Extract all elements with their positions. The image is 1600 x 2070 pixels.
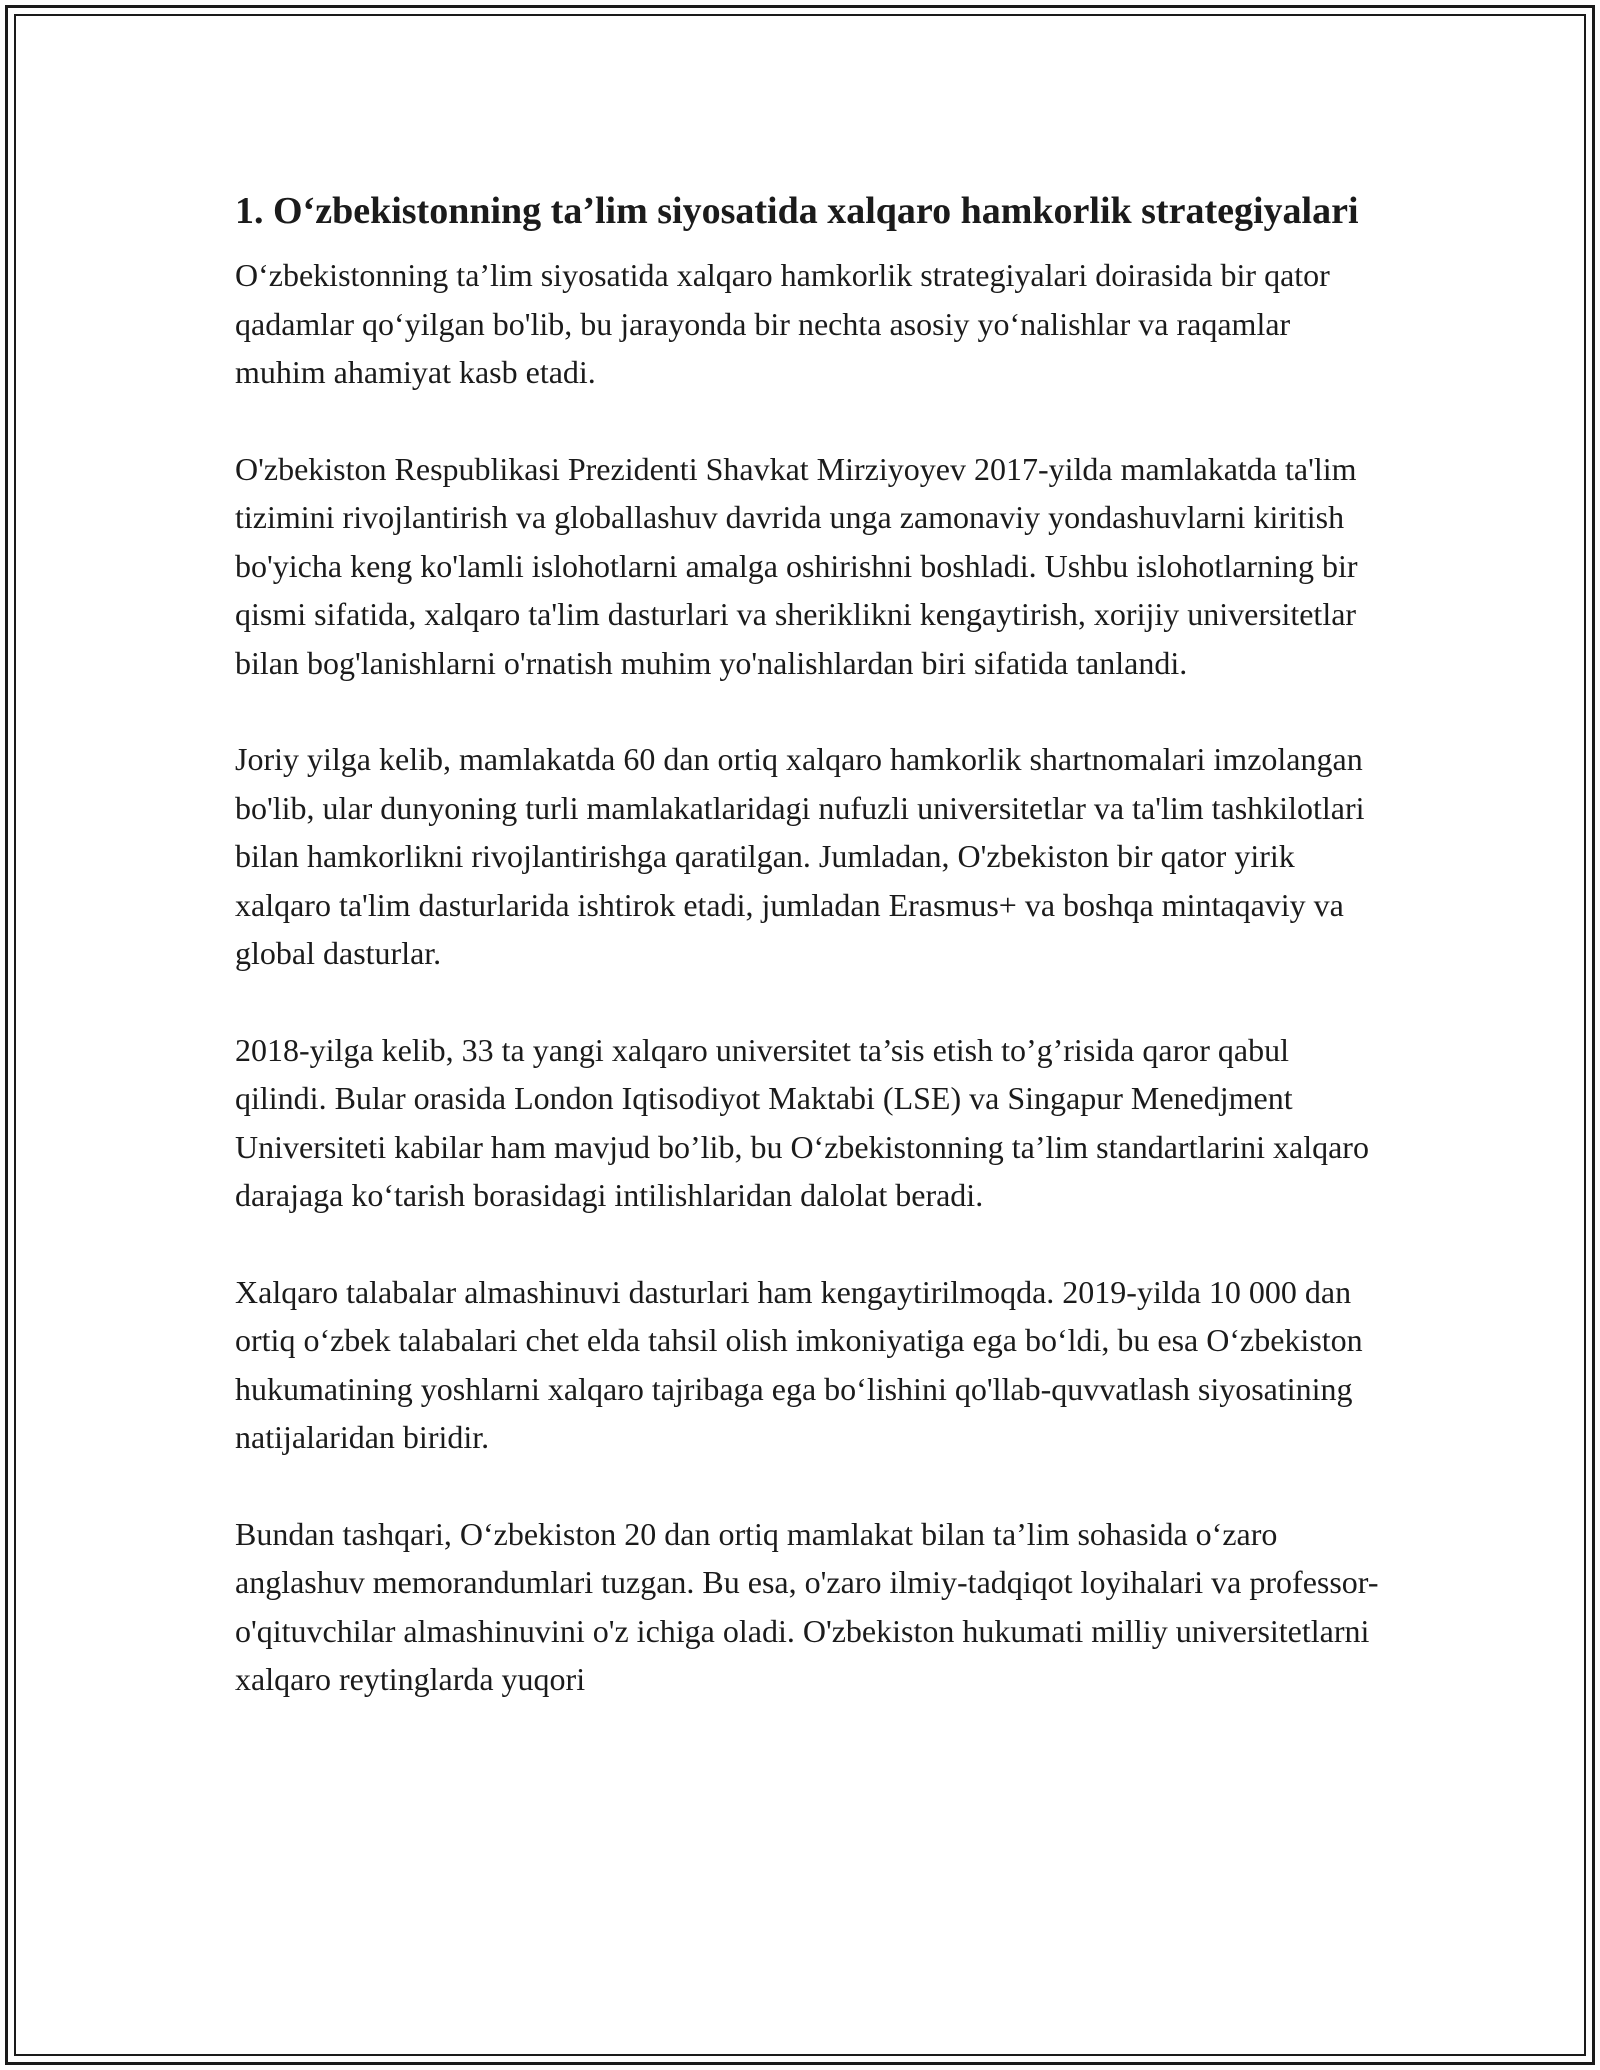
paragraph: O‘zbekistonning ta’lim siyosatida xalqaro hamkorlik strategiyalari doirasida bir qator qadamlar qo‘yilgan bo'lib, bu jarayonda bir nechta asosiy yo‘nalishlar va raqamlar muhim ahamiyat kasb etadi.	[235, 257, 1330, 390]
section-heading: 1. O‘zbekistonning ta’lim siyosatida xalqaro hamkorlik strategiyalari	[235, 190, 1359, 232]
paragraph: Xalqaro talabalar almashinuvi dasturlari ham kengaytirilmoqda. 2019-yilda 10 000 dan ortiq o‘zbek talabalari chet elda tahsil olish imkoniyatiga ega bo‘ldi, bu esa O‘zbekiston hukumatining yoshlarni xalqaro tajribaga ega bo‘lishini qo'llab-quvvatlash siyosatining natijalaridan biridir.	[235, 1273, 1363, 1455]
paragraph: Joriy yilga kelib, mamlakatda 60 dan ortiq xalqaro hamkorlik shartnomalari imzolangan bo'lib, ular dunyoning turli mamlakatlaridagi nufuzli universitetlar va ta'lim tashkilotlari bilan hamkorlikni rivojlantirishga qaratilgan. Jumladan, O'zbekiston bir qator yirik xalqaro ta'lim dasturlarida ishtirok etadi, jumladan Erasmus+ va boshqa mintaqaviy va global dasturlar.	[235, 741, 1365, 971]
document-page	[235, 185, 1385, 1704]
paragraph: O'zbekiston Respublikasi Prezidenti Shavkat Mirziyoyev 2017-yilda mamlakatda ta'lim tizimini rivojlantirish va globallashuv davrida unga zamonaviy yondashuvlarni kiritish bo'yicha keng ko'lamli islohotlarni amalga oshirishni boshladi. Ushbu islohotlarning bir qismi sifatida, xalqaro ta'lim dasturlari va sheriklikni kengaytirish, xorijiy universitetlar bilan bog'lanishlarni o'rnatish muhim yo'nalishlardan biri sifatida tanlandi.	[235, 450, 1358, 681]
paragraph: 2018-yilga kelib, 33 ta yangi xalqaro universitet ta’sis etish to’g’risida qaror qabul qilindi. Bular orasida London Iqtisodiyot Maktabi (LSE) va Singapur Menedjment Universiteti kabilar ham mavjud bo’lib, bu O‘zbekistonning ta’lim standartlarini xalqaro darajaga ko‘tarish borasidagi intilishlaridan dalolat beradi.	[235, 1031, 1369, 1213]
paragraph: Bundan tashqari, O‘zbekiston 20 dan ortiq mamlakat bilan ta’lim sohasida o‘zaro anglashuv memorandumlari tuzgan. Bu esa, o'zaro ilmiy-tadqiqot loyihalari va professor-o'qituvchilar almashinuvini o'z ichiga oladi. O'zbekiston hukumati milliy universitetlarni xalqaro reytinglarda yuqori	[235, 1515, 1379, 1697]
